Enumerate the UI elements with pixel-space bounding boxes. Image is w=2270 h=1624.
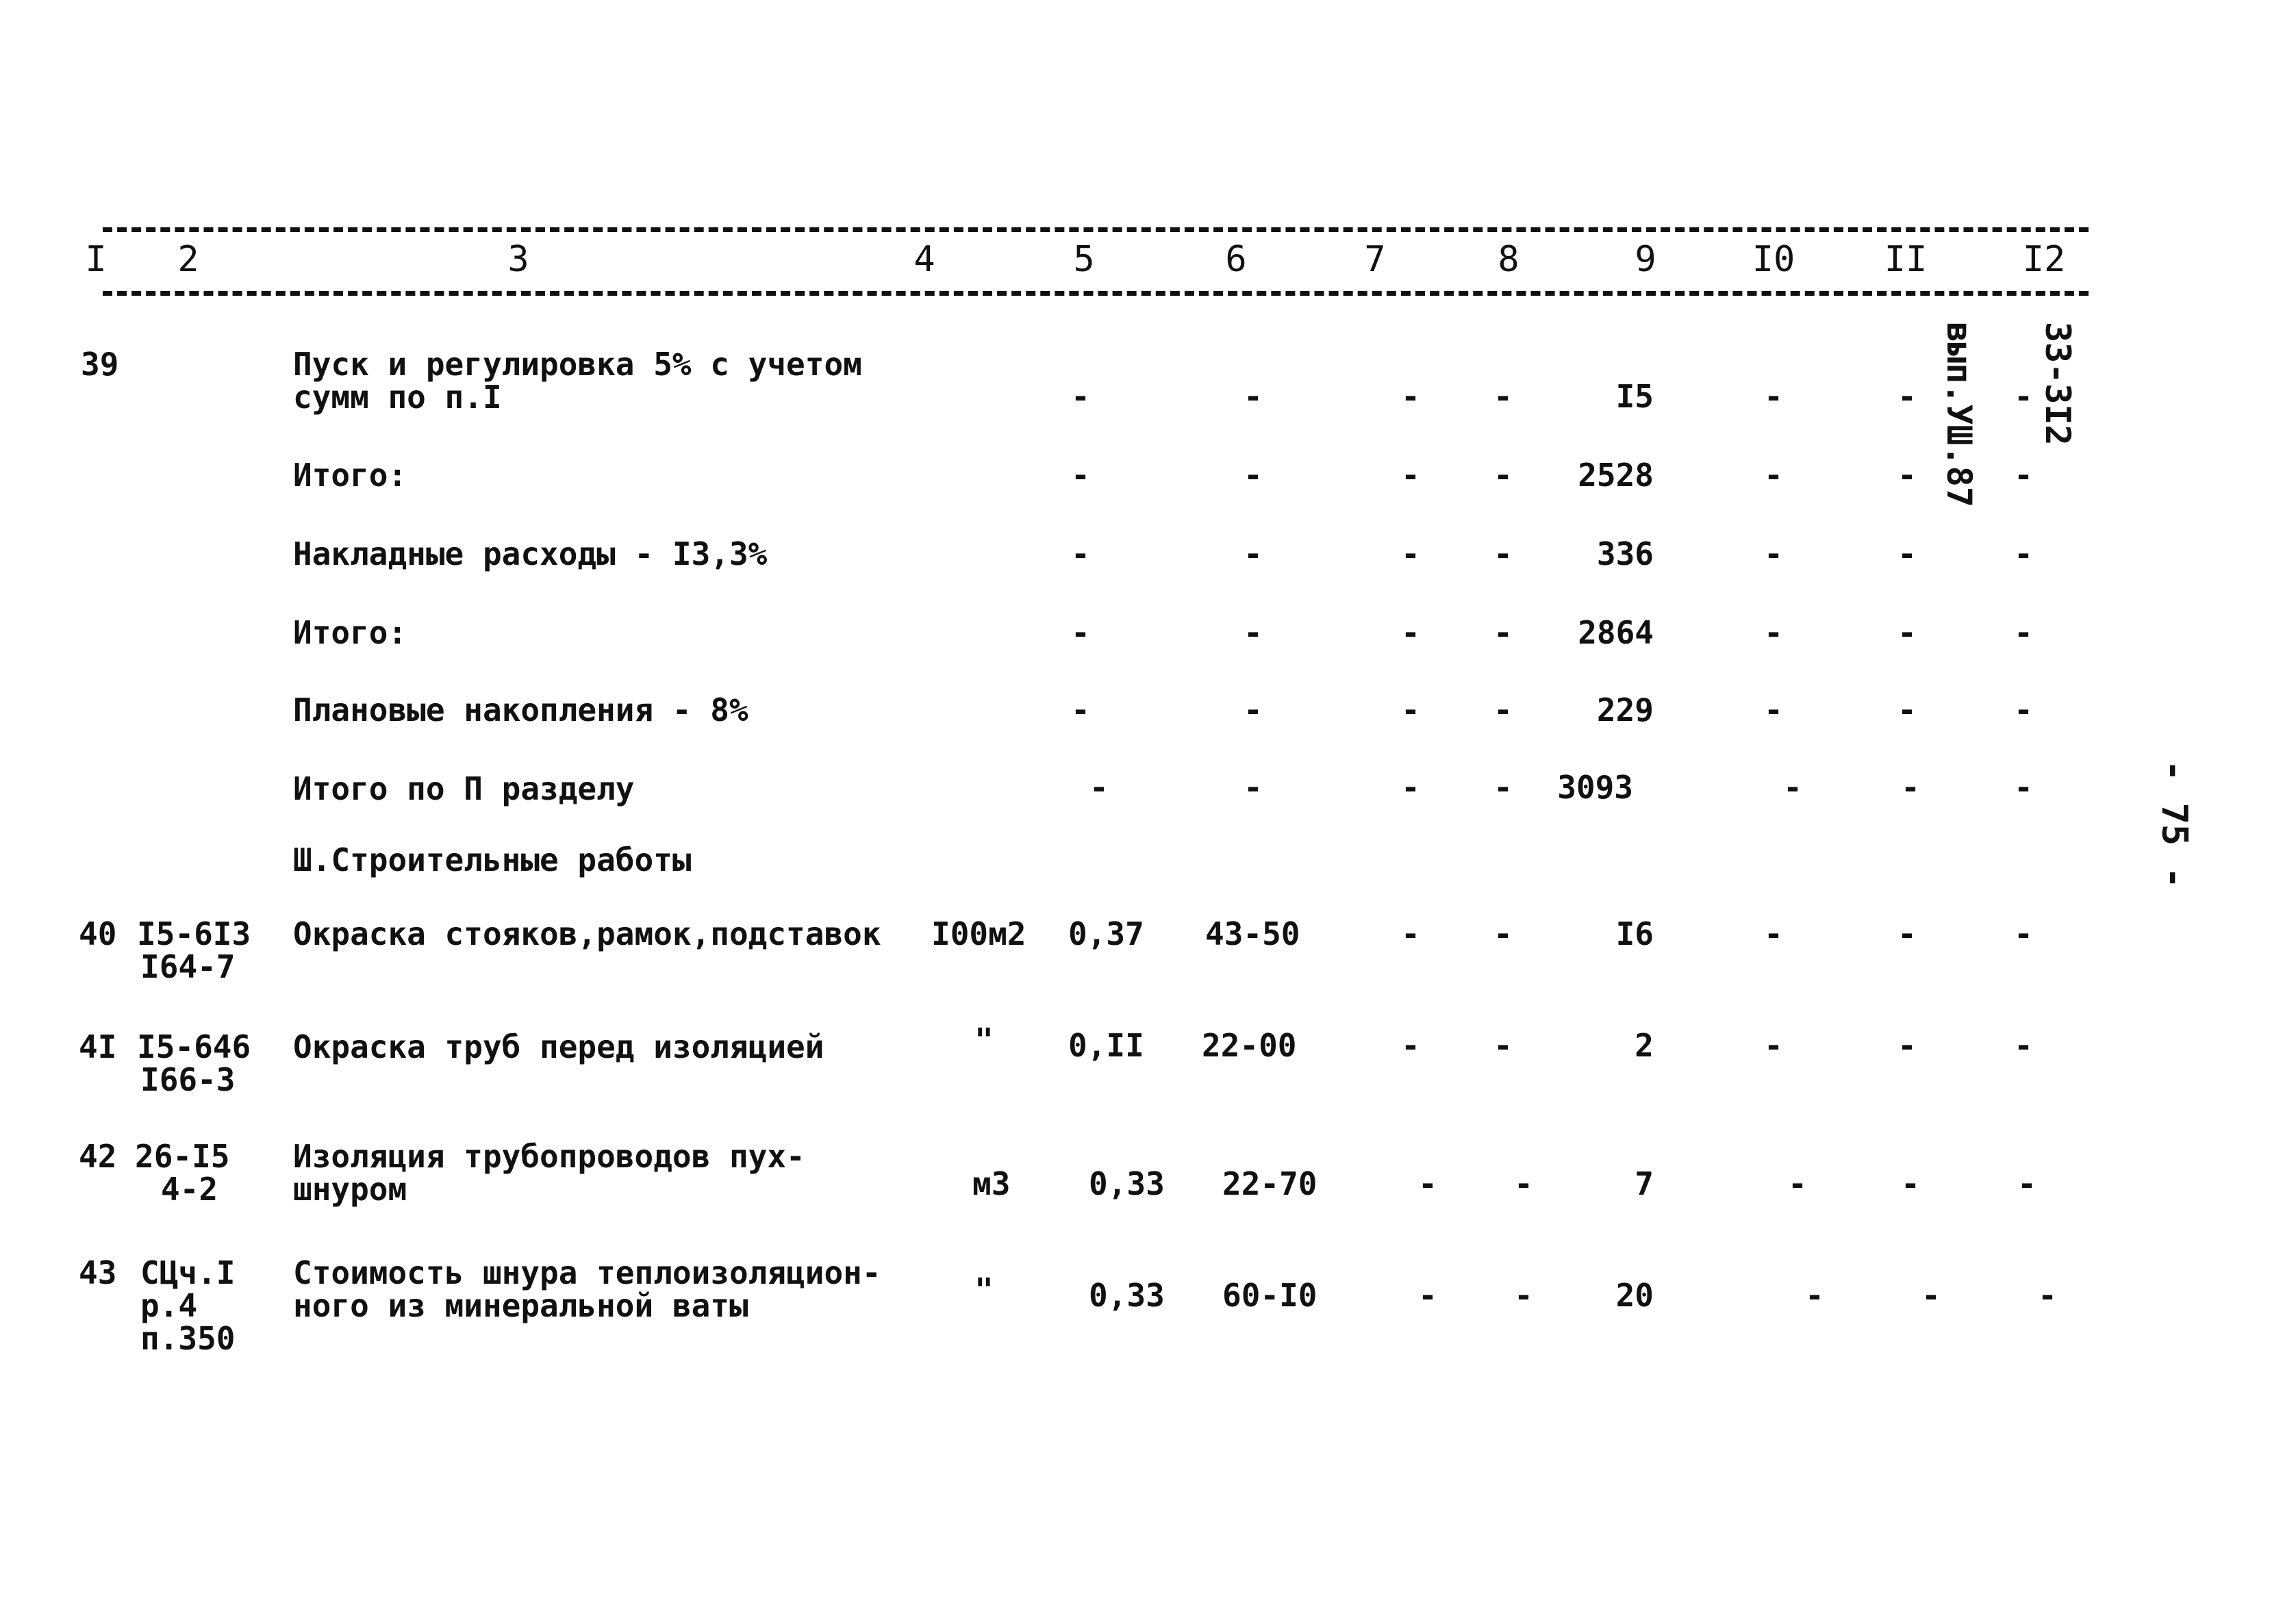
norm-code-line-3: п.350 xyxy=(140,1320,236,1357)
cell-col5: - xyxy=(1071,692,1090,728)
col-header-7: 7 xyxy=(1364,239,1386,280)
document-code-line-2: вып.УШ.87 xyxy=(1939,322,1979,507)
cell-col8: - xyxy=(1514,1277,1533,1314)
cell-col6: 22-70 xyxy=(1222,1165,1317,1202)
cell-col9: 336 xyxy=(1596,535,1654,572)
norm-code-line-1: I5-646 xyxy=(137,1028,251,1065)
cell-unit-ditto: " xyxy=(974,1271,994,1308)
col-header-8: 8 xyxy=(1498,239,1519,280)
cell-col12: - xyxy=(2014,915,2033,952)
cell-col12: - xyxy=(2014,692,2033,728)
row-description: Итого по П разделу xyxy=(293,770,635,807)
cell-col6: 60-I0 xyxy=(1222,1277,1317,1314)
norm-code-line-2: р.4 xyxy=(140,1287,198,1324)
cell-col9: 7 xyxy=(1635,1165,1654,1202)
cell-col7: - xyxy=(1401,915,1420,952)
cell-col10: - xyxy=(1764,614,1783,651)
cell-unit: м3 xyxy=(972,1165,1011,1202)
cell-col12: - xyxy=(2017,1165,2036,1202)
cell-col8: - xyxy=(1493,769,1513,806)
cell-col7: - xyxy=(1401,614,1420,651)
cell-col11: - xyxy=(1897,915,1917,952)
col-header-12: I2 xyxy=(2022,239,2066,280)
cell-unit: I00м2 xyxy=(931,915,1026,952)
row-number: 4I xyxy=(79,1028,117,1065)
cell-col6: - xyxy=(1244,692,1263,728)
cell-col10: - xyxy=(1764,535,1783,572)
cell-col9: 3093 xyxy=(1557,769,1633,806)
header-bottom-rule xyxy=(103,291,2089,296)
col-header-1: I xyxy=(85,239,107,280)
col-header-11: II xyxy=(1884,239,1928,280)
cell-col7: - xyxy=(1418,1277,1437,1314)
cell-col10: - xyxy=(1788,1165,1807,1202)
cell-col12: - xyxy=(2014,769,2033,806)
cell-col12: - xyxy=(2014,457,2033,494)
cell-col5: - xyxy=(1071,378,1090,415)
cell-col9: 2528 xyxy=(1578,457,1654,494)
cell-col8: - xyxy=(1493,692,1513,728)
col-header-4: 4 xyxy=(913,239,935,280)
cell-col5: - xyxy=(1071,457,1090,494)
row-description: Окраска труб перед изоляцией xyxy=(293,1028,824,1065)
cell-col12: - xyxy=(2038,1277,2057,1314)
section-heading: Ш.Строительные работы xyxy=(293,841,692,878)
cell-col7: - xyxy=(1401,378,1420,415)
cell-col10: - xyxy=(1805,1277,1824,1314)
row-description-line-1: Стоимость шнура теплоизоляцион- xyxy=(293,1254,881,1291)
cell-col9: 2 xyxy=(1635,1027,1654,1064)
cell-col11: - xyxy=(1897,457,1917,494)
cell-col9: 20 xyxy=(1615,1277,1654,1314)
cell-col5: - xyxy=(1071,614,1090,651)
row-number: 40 xyxy=(79,915,117,952)
row-description: Итого: xyxy=(293,614,407,651)
col-header-5: 5 xyxy=(1073,239,1095,280)
cell-col5: 0,33 xyxy=(1089,1165,1165,1202)
cell-col5: 0,33 xyxy=(1089,1277,1165,1314)
cell-col10: - xyxy=(1764,692,1783,728)
row-description-line-2: сумм по п.I xyxy=(293,379,502,416)
cell-col9: 2864 xyxy=(1578,614,1654,651)
cell-col6: - xyxy=(1244,614,1263,651)
row-description-line-1: Изоляция трубопроводов пух- xyxy=(293,1138,805,1175)
cell-col6: - xyxy=(1244,457,1263,494)
cell-col11: - xyxy=(1901,769,1920,806)
cell-col11: - xyxy=(1901,1165,1920,1202)
cell-col12: - xyxy=(2014,378,2033,415)
cell-col5: 0,37 xyxy=(1068,915,1144,952)
document-code-line-1: 33-3I2 xyxy=(2038,322,2078,446)
cell-col5: - xyxy=(1071,535,1090,572)
norm-code-line-2: I64-7 xyxy=(140,948,236,985)
cell-col8: - xyxy=(1514,1165,1533,1202)
cell-col7: - xyxy=(1401,692,1420,728)
cell-col6: 43-50 xyxy=(1205,915,1300,952)
cell-col11: - xyxy=(1897,692,1917,728)
norm-code-line-2: I66-3 xyxy=(140,1061,236,1098)
cell-col11: - xyxy=(1897,378,1917,415)
cell-col6: - xyxy=(1244,378,1263,415)
header-top-rule xyxy=(103,227,2089,232)
cell-col8: - xyxy=(1493,457,1513,494)
document-code xyxy=(1910,322,2140,507)
cell-col5: 0,II xyxy=(1068,1027,1144,1064)
row-description-line-2: шнуром xyxy=(293,1171,407,1208)
cell-col12: - xyxy=(2014,614,2033,651)
row-description: Итого: xyxy=(293,457,407,494)
cell-col10: - xyxy=(1764,457,1783,494)
cell-col11: - xyxy=(1897,614,1917,651)
cell-col11: - xyxy=(1897,535,1917,572)
row-number: 43 xyxy=(79,1254,117,1291)
norm-code-line-2: 4-2 xyxy=(161,1171,218,1208)
col-header-6: 6 xyxy=(1225,239,1247,280)
cell-col9: I5 xyxy=(1615,378,1654,415)
cell-col6: 22-00 xyxy=(1202,1027,1297,1064)
page-number: - 75 - xyxy=(2154,760,2195,889)
cell-col6: - xyxy=(1244,535,1263,572)
cell-col8: - xyxy=(1493,614,1513,651)
cell-col7: - xyxy=(1401,769,1420,806)
cell-col7: - xyxy=(1401,535,1420,572)
norm-code-line-1: СЦч.I xyxy=(140,1254,236,1291)
cell-col6: - xyxy=(1244,769,1263,806)
norm-code-line-1: I5-6I3 xyxy=(137,915,251,952)
row-description-line-1: Пуск и регулировка 5% с учетом xyxy=(293,346,862,383)
cell-col7: - xyxy=(1401,1027,1420,1064)
col-header-2: 2 xyxy=(177,239,199,280)
cell-col10: - xyxy=(1783,769,1802,806)
cell-col7: - xyxy=(1418,1165,1437,1202)
cell-col8: - xyxy=(1493,1027,1513,1064)
cell-col12: - xyxy=(2014,1027,2033,1064)
cell-col5: - xyxy=(1089,769,1109,806)
cell-col12: - xyxy=(2014,535,2033,572)
cell-col9: I6 xyxy=(1615,915,1654,952)
cell-col7: - xyxy=(1401,457,1420,494)
cell-col10: - xyxy=(1764,1027,1783,1064)
cell-col9: 229 xyxy=(1596,692,1654,728)
cell-unit-ditto: " xyxy=(974,1022,994,1058)
col-header-10: I0 xyxy=(1752,239,1795,280)
cell-col8: - xyxy=(1493,378,1513,415)
row-number: 42 xyxy=(79,1138,117,1175)
cell-col11: - xyxy=(1897,1027,1917,1064)
cell-col11: - xyxy=(1921,1277,1941,1314)
cell-col8: - xyxy=(1493,915,1513,952)
norm-code-line-1: 26-I5 xyxy=(135,1138,230,1175)
row-description: Окраска стояков,рамок,подставок xyxy=(293,915,881,952)
row-description: Плановые накопления - 8% xyxy=(293,692,748,728)
cell-col10: - xyxy=(1764,915,1783,952)
row-description-line-2: ного из минеральной ваты xyxy=(293,1287,748,1324)
cell-col8: - xyxy=(1493,535,1513,572)
col-header-3: 3 xyxy=(507,239,529,280)
row-description: Накладные расходы - I3,3% xyxy=(293,535,768,572)
col-header-9: 9 xyxy=(1635,239,1656,280)
row-number: 39 xyxy=(81,346,119,383)
cell-col10: - xyxy=(1764,378,1783,415)
